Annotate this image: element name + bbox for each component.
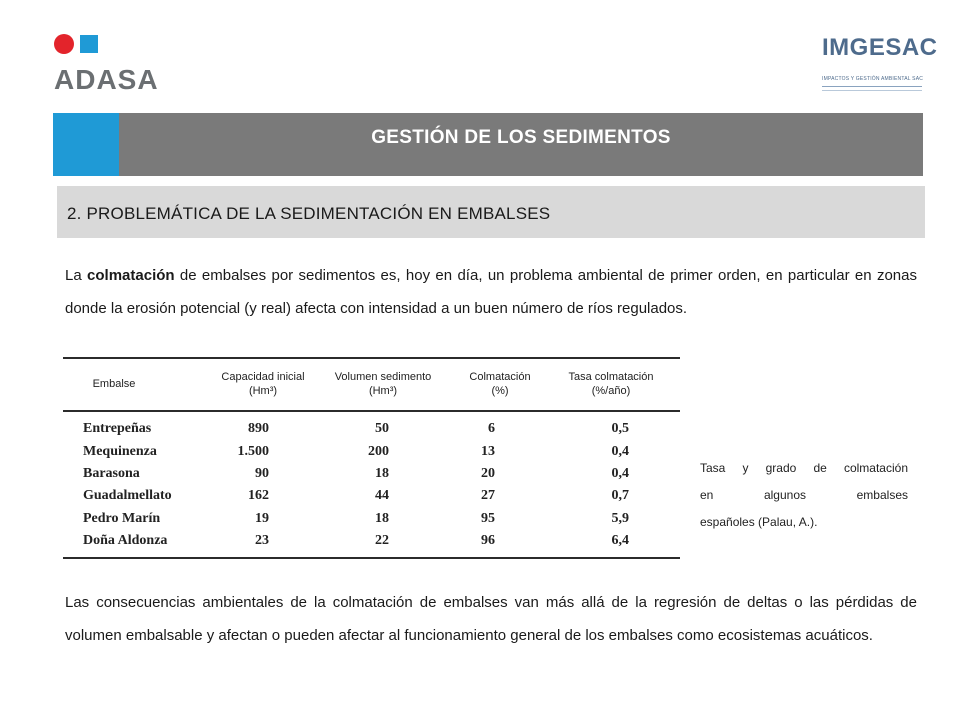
caption-line: en algunos embalses xyxy=(700,488,908,502)
table-header-embalse xyxy=(69,377,159,391)
section-title: 2. PROBLEMÁTICA DE LA SEDIMENTACIÓN EN EMBALSES xyxy=(67,204,551,223)
table-cell-capacidad: 1.500 xyxy=(237,444,269,459)
caption-line: españoles (Palau, A.). xyxy=(700,515,818,529)
table-cell-capacidad: 19 xyxy=(255,511,269,526)
adasa-logo xyxy=(54,30,184,94)
table-cell-embalse: Mequinenza xyxy=(83,444,157,459)
intro-text-rest: de embalses por sedimentos es, hoy en día, un problema ambiental de primer orden, en particular en zonas donde la erosión potencial (y real) afecta con intensidad a un buen número de ríos regulados. xyxy=(65,267,917,317)
colmatacion-table xyxy=(63,357,680,559)
table-header-rule xyxy=(63,410,680,412)
header-line: Tasa colmatación xyxy=(568,371,654,383)
header-line: Embalse xyxy=(92,378,136,390)
table-cell-embalse: Pedro Marín xyxy=(83,511,161,526)
table-cell-tasa: 5,9 xyxy=(611,511,629,526)
page-title: GESTIÓN DE LOS SEDIMENTOS xyxy=(371,127,671,148)
imgesac-wordmark: IMGESAC xyxy=(822,34,938,61)
table-cell-colmatacion: 20 xyxy=(481,466,495,481)
table-cell-tasa: 0,7 xyxy=(611,488,629,503)
table-cell-tasa: 6,4 xyxy=(611,533,629,548)
table-cell-capacidad: 90 xyxy=(255,466,269,481)
intro-text-start: La xyxy=(65,267,88,284)
table-top-rule xyxy=(63,357,680,359)
header-line: Volumen sedimento xyxy=(334,371,432,383)
caption-line: Tasa y grado de colmatación xyxy=(700,461,908,475)
table-header-colmatacion xyxy=(455,370,545,398)
header-line: (%/año) xyxy=(591,385,631,397)
header-line: (%) xyxy=(491,385,509,397)
table-cell-volumen: 200 xyxy=(368,444,389,459)
table-cell-capacidad: 23 xyxy=(255,533,269,548)
table-header-tasa xyxy=(557,370,665,398)
table-cell-colmatacion: 95 xyxy=(481,511,495,526)
intro-paragraph xyxy=(65,259,917,325)
intro-bold-term: colmatación xyxy=(87,267,175,284)
logo-divider xyxy=(822,90,922,91)
logo-divider xyxy=(822,86,922,87)
table-cell-colmatacion: 13 xyxy=(481,444,495,459)
table-cell-embalse: Entrepeñas xyxy=(83,421,152,436)
header-line: Colmatación xyxy=(469,371,531,383)
table-header-capacidad xyxy=(203,370,323,398)
title-bar xyxy=(53,113,923,176)
table-cell-capacidad: 890 xyxy=(248,421,269,436)
table-cell-embalse: Barasona xyxy=(83,466,140,481)
header-line: (Hm³) xyxy=(248,385,278,397)
table-cell-capacidad: 162 xyxy=(248,488,269,503)
table-cell-tasa: 0,4 xyxy=(611,444,629,459)
adasa-wordmark: ADASA xyxy=(54,64,159,95)
table-cell-colmatacion: 6 xyxy=(488,421,495,436)
table-caption xyxy=(700,455,908,536)
table-cell-volumen: 18 xyxy=(375,511,389,526)
section-header xyxy=(57,186,925,238)
logo-blue-square xyxy=(80,35,98,53)
conclusion-paragraph: Las consecuencias ambientales de la colmatación de embalses van más allá de la regresión de deltas o las pérdidas de volumen embalsable y afectan o pueden afectar al funcionamiento general de los embalses como ecosistemas acuáticos. xyxy=(65,594,917,644)
title-accent-block xyxy=(53,113,119,176)
table-cell-volumen: 22 xyxy=(375,533,389,548)
table-cell-colmatacion: 96 xyxy=(481,533,495,548)
table-cell-colmatacion: 27 xyxy=(481,488,495,503)
table-cell-volumen: 44 xyxy=(375,488,389,503)
table-cell-volumen: 18 xyxy=(375,466,389,481)
table-cell-volumen: 50 xyxy=(375,421,389,436)
table-cell-tasa: 0,4 xyxy=(611,466,629,481)
table-header-volumen xyxy=(321,370,445,398)
imgesac-logo xyxy=(818,34,938,96)
logo-red-circle xyxy=(54,34,74,54)
header-line: (Hm³) xyxy=(368,385,398,397)
imgesac-tagline: IMPACTOS Y GESTIÓN AMBIENTAL SAC xyxy=(822,76,924,82)
table-cell-embalse: Guadalmellato xyxy=(83,488,172,503)
table-cell-tasa: 0,5 xyxy=(611,421,629,436)
header-line: Capacidad inicial xyxy=(221,371,305,383)
table-bottom-rule xyxy=(63,557,680,559)
table-cell-embalse: Doña Aldonza xyxy=(83,533,168,548)
